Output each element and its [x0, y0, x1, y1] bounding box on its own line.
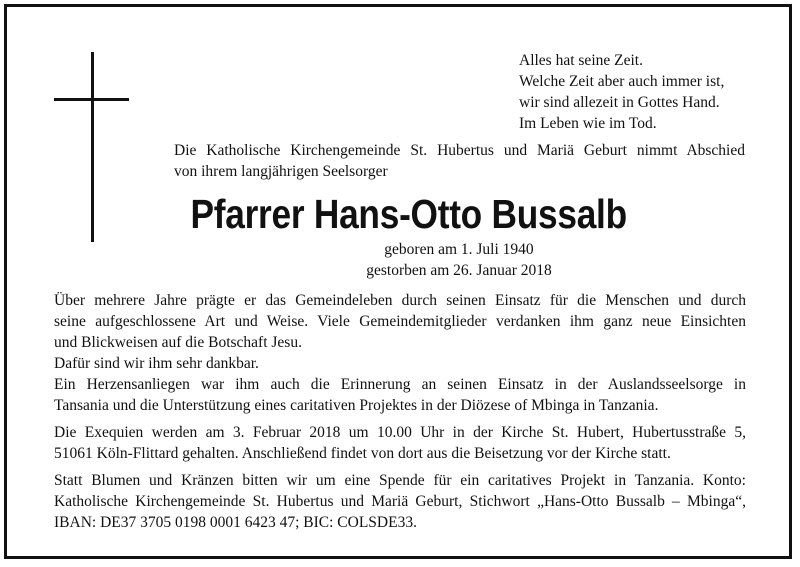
text-line: seine aufgeschlossene Art und Weise. Viele Gemeindemitglieder verdanken ihm ganz neue Einsichten — [54, 313, 746, 330]
death-date: gestorben am 26. Januar 2018 — [366, 262, 552, 279]
text-line: 51061 Köln-Flittard gehalten. Anschließend findet von dort aus die Beisetzung vor der Kirche statt. — [54, 445, 671, 462]
poem-line: Welche Zeit aber auch immer ist, — [519, 73, 725, 90]
text-line: IBAN: DE37 3705 0198 0001 6423 47; BIC: COLSDE33. — [54, 514, 417, 531]
birth-date: geboren am 1. Juli 1940 — [384, 241, 534, 258]
text-line: Dafür sind wir ihm sehr dankbar. — [54, 355, 259, 372]
paragraph-donation — [54, 470, 746, 533]
poem-line: Im Leben wie im Tod. — [519, 115, 657, 132]
text-line: Tansania und die Unterstützung eines caritativen Projektes in der Diözese of Mbinga in Tanzania. — [54, 397, 659, 414]
intro-line: von ihrem langjährigen Seelsorger — [174, 163, 388, 180]
body-text — [54, 290, 746, 533]
text-line: Die Exequien werden am 3. Februar 2018 um 10.00 Uhr in der Kirche St. Hubert, Hubertusstraße 5, — [54, 424, 746, 441]
text-line: Über mehrere Jahre prägte er das Gemeindeleben durch seinen Einsatz für die Menschen und durch — [54, 292, 746, 309]
text-line: Katholische Kirchengemeinde St. Hubertus und Mariä Geburt, Stichwort „Hans-Otto Bussalb – Mbinga“, — [54, 493, 746, 510]
paragraph-tribute — [54, 290, 746, 416]
intro-line: Die Katholische Kirchengemeinde St. Hubertus und Mariä Geburt nimmt Abschied — [174, 142, 745, 159]
cross-horizontal-bar — [54, 98, 129, 101]
deceased-name: Pfarrer Hans-Otto Bussalb — [190, 191, 627, 237]
paragraph-funeral — [54, 422, 746, 464]
intro-text — [174, 140, 745, 182]
poem — [519, 50, 724, 134]
text-line: Statt Blumen und Kränzen bitten wir um eine Spende für ein caritatives Projekt in Tanzania. Konto: — [54, 472, 746, 489]
poem-line: wir sind allezeit in Gottes Hand. — [519, 94, 720, 111]
poem-line: Alles hat seine Zeit. — [519, 52, 643, 69]
text-line: Ein Herzensanliegen war ihm auch die Erinnerung an seinen Einsatz in der Auslandsseelsorge in — [54, 376, 746, 393]
life-dates — [59, 239, 800, 281]
text-line: und Blickweisen auf die Botschaft Jesu. — [54, 334, 302, 351]
